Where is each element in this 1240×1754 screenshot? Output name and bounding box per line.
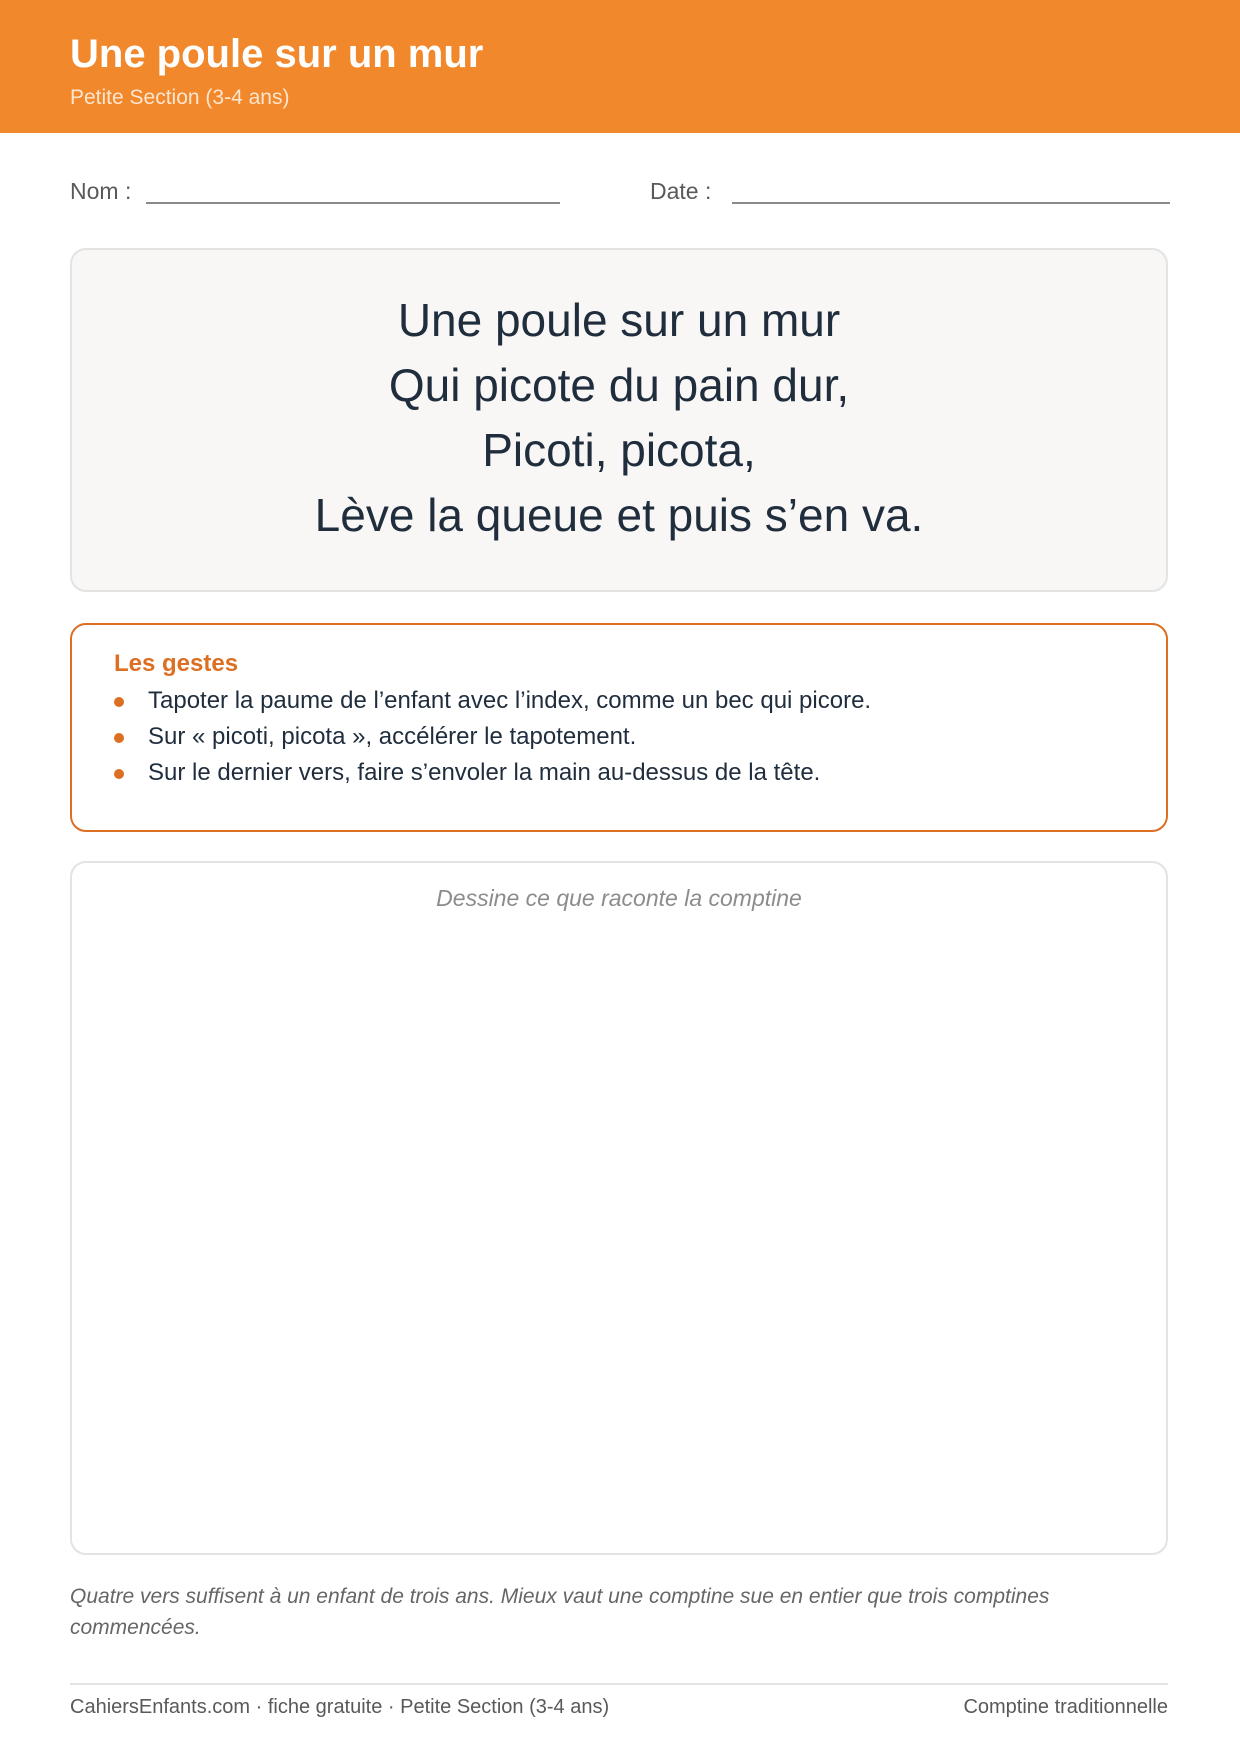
footer-divider xyxy=(70,1683,1168,1685)
page-subtitle: Petite Section (3-4 ans) xyxy=(70,86,290,109)
gestes-list xyxy=(114,683,871,791)
poem-line: Picoti, picota, xyxy=(482,424,756,476)
name-write-line[interactable] xyxy=(146,202,560,204)
list-item xyxy=(114,719,871,755)
page-title: Une poule sur un mur xyxy=(70,32,484,76)
date-write-line[interactable] xyxy=(732,202,1170,204)
poem-line: Lève la queue et puis s’en va. xyxy=(314,489,924,541)
drawing-area[interactable] xyxy=(70,861,1168,1555)
poem-line: Une poule sur un mur xyxy=(397,294,841,346)
list-item xyxy=(114,755,871,791)
date-label: Date : xyxy=(650,178,712,204)
teacher-note: Quatre vers suffisent à un enfant de trois ans. Mieux vaut une comptine sue en entier que trois comptines commencées. xyxy=(70,1585,1050,1639)
bullet-icon xyxy=(114,733,124,743)
poem-line: Qui picote du pain dur, xyxy=(388,359,850,411)
poem-box xyxy=(70,248,1168,592)
poem-text xyxy=(72,288,1166,548)
name-label: Nom : xyxy=(70,178,132,204)
footer-category: Comptine traditionnelle xyxy=(963,1696,1168,1718)
gestes-title: Les gestes xyxy=(114,650,239,677)
drawing-label: Dessine ce que raconte la comptine xyxy=(436,885,802,911)
list-item xyxy=(114,683,871,719)
list-item-text: Tapoter la paume de l’enfant avec l’index, comme un bec qui picore. xyxy=(148,687,872,714)
list-item-text: Sur « picoti, picota », accélérer le tapotement. xyxy=(148,723,637,750)
bullet-icon xyxy=(114,697,124,707)
bullet-icon xyxy=(114,769,124,779)
header-banner xyxy=(0,0,1240,133)
footer-source: CahiersEnfants.com · fiche gratuite · Petite Section (3-4 ans) xyxy=(70,1696,610,1718)
gestes-box xyxy=(70,623,1168,832)
list-item-text: Sur le dernier vers, faire s’envoler la main au-dessus de la tête. xyxy=(148,759,821,786)
